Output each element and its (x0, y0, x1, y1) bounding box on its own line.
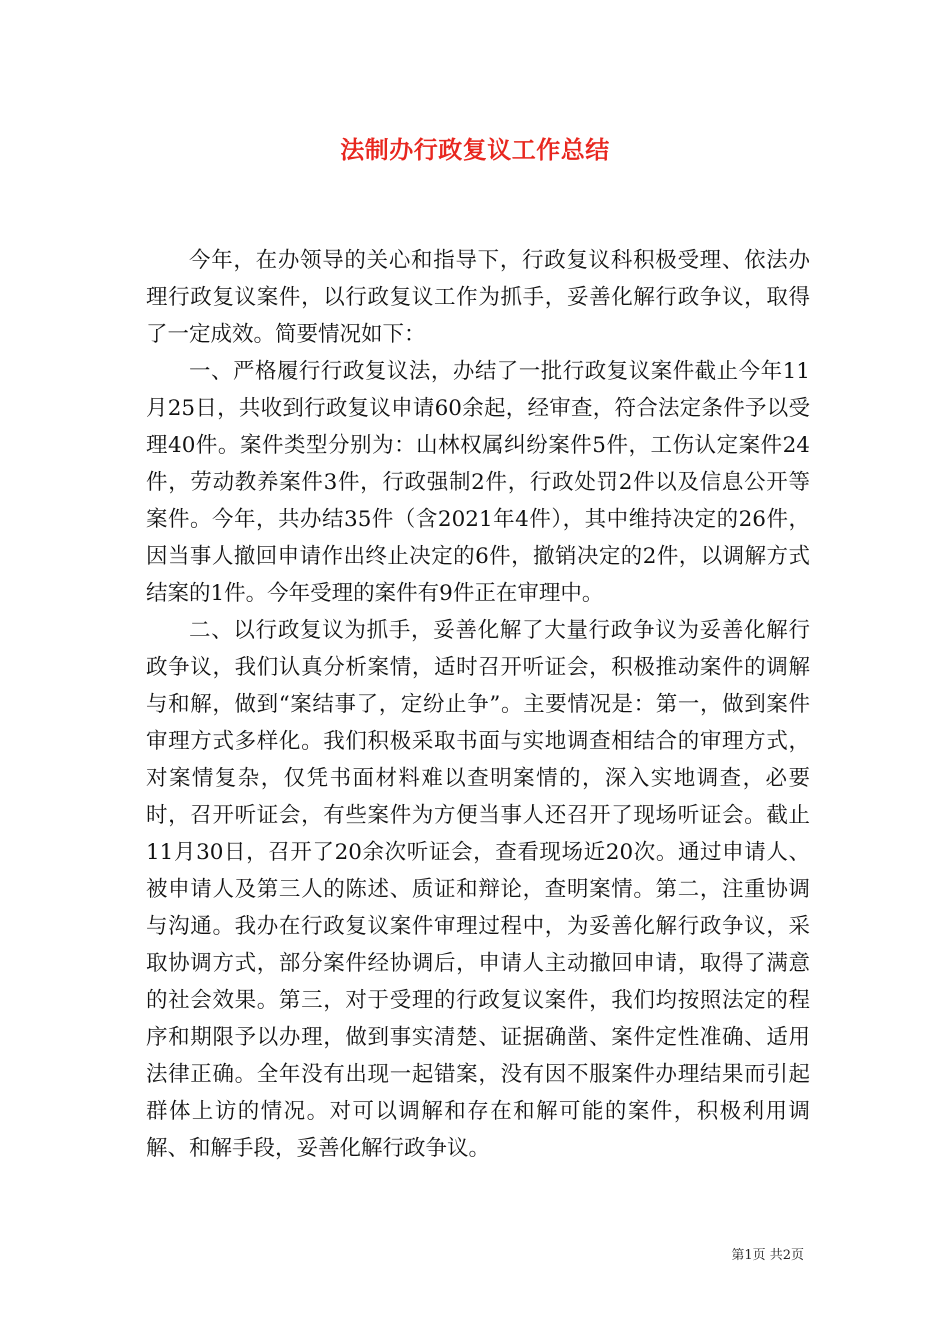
paragraph-section-1: 一、严格履行行政复议法，办结了一批行政复议案件截止今年11月25日，共收到行政复议申请60余起，经审查，符合法定条件予以受理40件。案件类型分别为：山林权属纠纷案件5件，工伤认定案件24件，劳动教养案件3件，行政强制2件，行政处罚2件以及信息公开等案件。今年，共办结35件（含2021年4件），其中维持决定的26件，因当事人撤回申请作出终止决定的6件，撤销决定的2件，以调解方式结案的1件。今年受理的案件有9件正在审理中。 (146, 359, 810, 606)
page-number: 第1页 共2页 (731, 1248, 804, 1263)
paragraph-intro: 今年，在办领导的关心和指导下，行政复议科积极受理、依法办理行政复议案件，以行政复议工作为抓手，妥善化解行政争议，取得了一定成效。简要情况如下： (146, 248, 810, 347)
document-body (146, 242, 810, 1167)
paragraph-section-2: 二、以行政复议为抓手，妥善化解了大量行政争议为妥善化解行政争议，我们认真分析案情，适时召开听证会，积极推动案件的调解与和解，做到“案结事了，定纷止争”。主要情况是：第一，做到案件审理方式多样化。我们积极采取书面与实地调查相结合的审理方式，对案情复杂，仅凭书面材料难以查明案情的，深入实地调查，必要时，召开听证会，有些案件为方便当事人还召开了现场听证会。截止11月30日，召开了20余次听证会，查看现场近20次。通过申请人、被申请人及第三人的陈述、质证和辩论，查明案情。第二，注重协调与沟通。我办在行政复议案件审理过程中，为妥善化解行政争议，采取协调方式，部分案件经协调后，申请人主动撤回申请，取得了满意的社会效果。第三，对于受理的行政复议案件，我们均按照法定的程序和期限予以办理，做到事实清楚、证据确凿、案件定性准确、适用法律正确。全年没有出现一起错案，没有因不服案件办理结果而引起群体上访的情况。对可以调解和存在和解可能的案件，积极利用调解、和解手段，妥善化解行政争议。 (146, 618, 810, 1161)
document-title: 法制办行政复议工作总结 (340, 135, 610, 164)
